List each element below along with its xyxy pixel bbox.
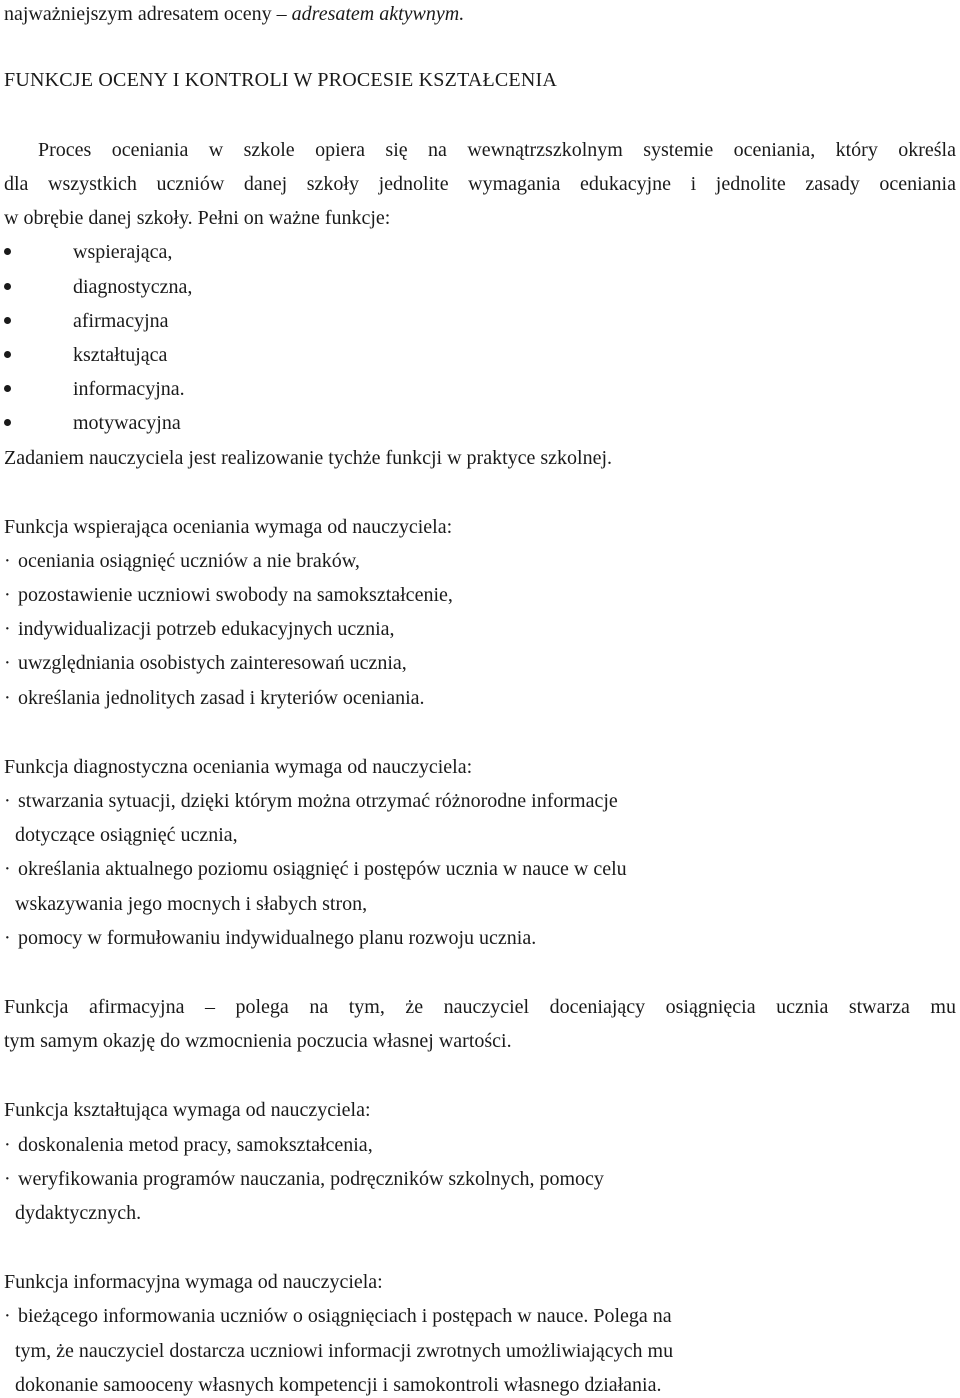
function-list-item	[36, 275, 192, 299]
list-marker: ·	[4, 927, 11, 949]
bullet-icon	[4, 248, 11, 255]
function-label: kształtująca	[73, 344, 168, 366]
support-item-text: indywidualizacji potrzeb edukacyjnych ucznia,	[18, 618, 395, 640]
function-label: diagnostyczna,	[73, 276, 193, 298]
diagnostic-item-continuation: dotyczące osiągnięć ucznia,	[15, 824, 238, 846]
affirmative-heading: Funkcja afirmacyjna	[4, 996, 185, 1018]
informative-item-continuation: dokonanie samooceny własnych kompetencji i samokontroli własnego działania.	[15, 1374, 662, 1396]
top-line	[4, 2, 464, 26]
diagnostic-item-text: stwarzania sytuacji, dzięki którym można otrzymać różnorodne informacje	[18, 790, 618, 812]
diagnostic-item	[4, 857, 627, 881]
informative-item	[4, 1304, 672, 1328]
support-item	[4, 686, 425, 710]
function-label: wspierająca,	[73, 241, 173, 263]
affirmative-line-2: tym samym okazję do wzmocnienia poczucia własnej wartości.	[4, 1030, 512, 1052]
intro-line-1-text: Proces oceniania w szkole opiera się na wewnątrzszkolnym systemie oceniania, który określa	[38, 139, 956, 161]
formative-item-text: weryfikowania programów nauczania, podręczników szkolnych, pomocy	[18, 1168, 604, 1190]
bullet-icon	[4, 351, 11, 358]
support-heading: Funkcja wspierająca oceniania wymaga od nauczyciela:	[4, 516, 453, 538]
list-marker: ·	[4, 1168, 11, 1190]
task-line: Zadaniem nauczyciela jest realizowanie tychże funkcji w praktyce szkolnej.	[4, 447, 613, 469]
function-label: informacyjna.	[73, 378, 185, 400]
list-marker: ·	[4, 584, 11, 606]
function-list-item	[36, 343, 167, 367]
diagnostic-item-continuation: wskazywania jego mocnych i słabych stron,	[15, 893, 368, 915]
diagnostic-item-text: określania aktualnego poziomu osiągnięć i postępów ucznia w nauce w celu	[18, 858, 627, 880]
function-list-item	[36, 377, 185, 401]
informative-item-continuation: tym, że nauczyciel dostarcza uczniowi informacji zwrotnych umożliwiających mu	[15, 1340, 674, 1362]
diagnostic-item	[4, 926, 536, 950]
list-marker: ·	[4, 550, 11, 572]
formative-item	[4, 1167, 604, 1191]
list-marker: ·	[4, 618, 11, 640]
list-marker: ·	[4, 652, 11, 674]
bullet-icon	[4, 317, 11, 324]
list-marker: ·	[4, 687, 11, 709]
function-list-item	[36, 411, 181, 435]
support-item	[4, 583, 453, 607]
top-line-italic: adresatem aktywnym.	[291, 3, 465, 25]
intro-line-1	[4, 138, 956, 162]
support-item	[4, 549, 360, 573]
bullet-icon	[4, 419, 11, 426]
list-marker: ·	[4, 858, 11, 880]
top-line-text: najważniejszym adresatem oceny –	[4, 3, 292, 25]
intro-line-2: dla wszystkich uczniów danej szkoły jednolite wymagania edukacyjne i jednolite zasady oceniania	[4, 173, 956, 195]
support-item	[4, 617, 395, 641]
support-item-text: oceniania osiągnięć uczniów a nie braków,	[18, 550, 360, 572]
informative-item-text: bieżącego informowania uczniów o osiągnięciach i postępach w nauce. Polega na	[18, 1305, 672, 1327]
bullet-icon	[4, 283, 11, 290]
formative-heading: Funkcja kształtująca wymaga od nauczyciela:	[4, 1099, 371, 1121]
diagnostic-heading: Funkcja diagnostyczna oceniania wymaga od nauczyciela:	[4, 756, 473, 778]
intro-line-3: w obrębie danej szkoły. Pełni on ważne funkcje:	[4, 207, 391, 229]
diagnostic-item	[4, 789, 618, 813]
function-label: afirmacyjna	[73, 310, 169, 332]
support-item-text: uwzględniania osobistych zainteresowań ucznia,	[18, 652, 407, 674]
list-marker: ·	[4, 1305, 11, 1327]
support-item-text: pozostawienie uczniowi swobody na samokształcenie,	[18, 584, 453, 606]
function-list-item	[36, 240, 172, 264]
function-label: motywacyjna	[73, 412, 181, 434]
function-list-item	[36, 309, 169, 333]
formative-item	[4, 1133, 373, 1157]
affirmative-text: – polega na tym, że nauczyciel doceniający osiągnięcia ucznia stwarza mu	[184, 996, 956, 1018]
support-item-text: określania jednolitych zasad i kryteriów oceniania.	[18, 687, 425, 709]
list-marker: ·	[4, 790, 11, 812]
informative-heading: Funkcja informacyjna wymaga od nauczyciela:	[4, 1271, 383, 1293]
affirmative-line-1	[4, 995, 956, 1019]
diagnostic-item-text: pomocy w formułowaniu indywidualnego planu rozwoju ucznia.	[18, 927, 537, 949]
bullet-icon	[4, 385, 11, 392]
support-item	[4, 651, 407, 675]
formative-item-continuation: dydaktycznych.	[15, 1202, 142, 1224]
list-marker: ·	[4, 1134, 11, 1156]
section-title: FUNKCJE OCENY I KONTROLI W PROCESIE KSZTAŁCENIA	[4, 69, 557, 91]
formative-item-text: doskonalenia metod pracy, samokształcenia,	[18, 1134, 373, 1156]
